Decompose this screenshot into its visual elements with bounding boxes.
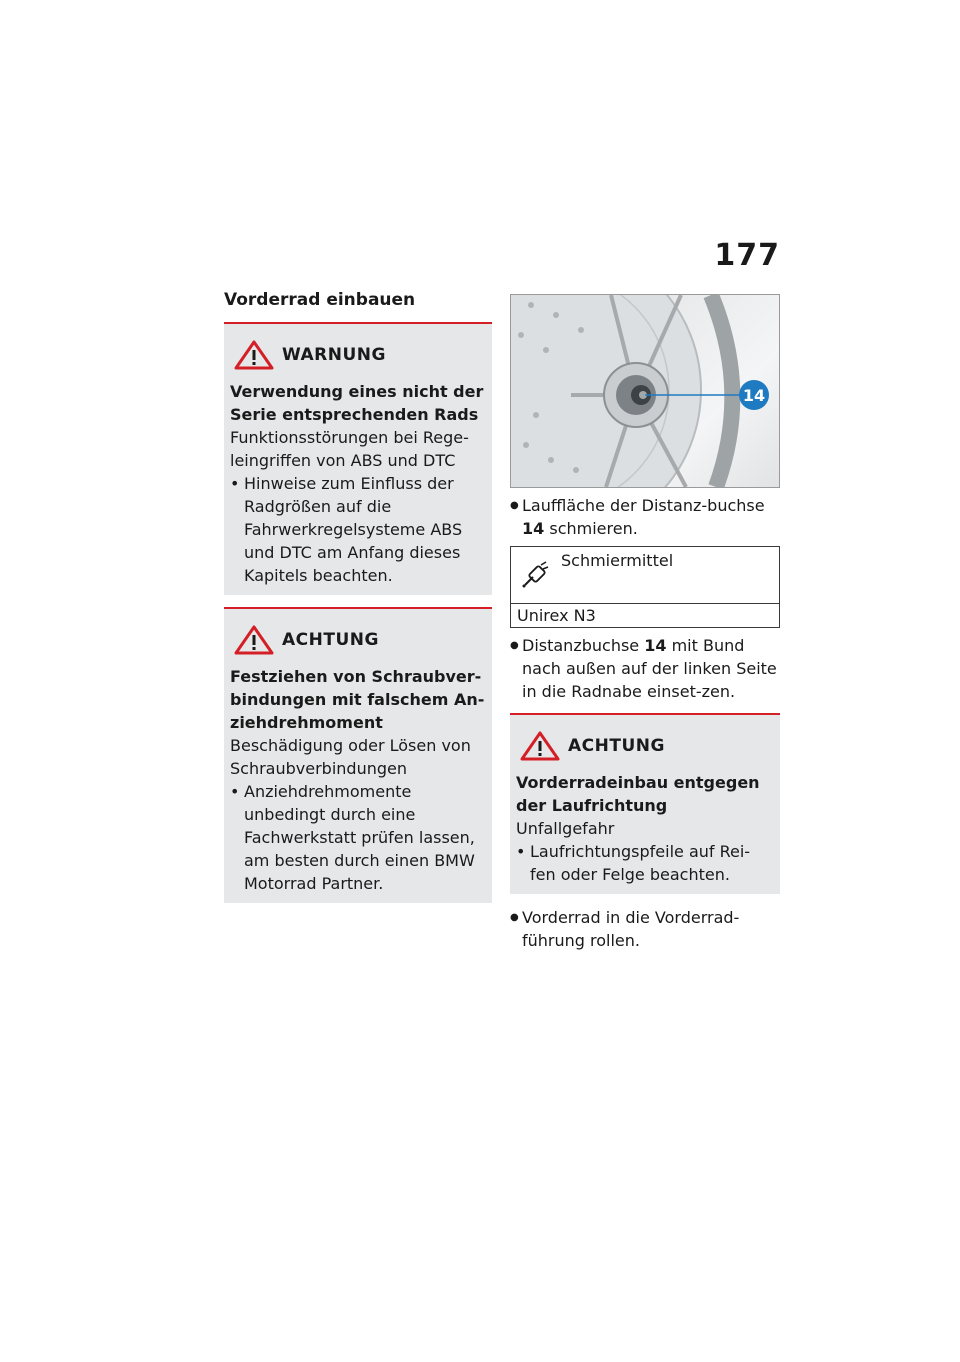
section-title: Vorderrad einbauen <box>224 290 416 310</box>
caution-box-right <box>510 713 780 894</box>
steps-list-2 <box>510 634 780 703</box>
caution-label: ACHTUNG <box>282 630 379 650</box>
caution-bullet: • Laufrichtungspfeile auf Rei-fen oder Felge beachten. <box>516 840 774 886</box>
step-text: mit Bund nach außen auf der linken Seite in die Radnabe einset-zen. <box>522 636 777 701</box>
page-number: 177 <box>714 238 780 273</box>
caution-text: Unfallgefahr <box>516 819 615 838</box>
wheel-hub-figure <box>510 294 780 488</box>
warning-label: WARNUNG <box>282 345 386 365</box>
warning-text: Funktionsstörungen bei Rege-leingriffen von ABS und DTC <box>230 428 469 470</box>
caution-title: Festziehen von Schraubver-bindungen mit falschem An-ziehdrehmoment <box>230 667 485 732</box>
warning-triangle-icon <box>234 340 274 370</box>
steps-list-1 <box>510 494 780 540</box>
wheel-hub-photo-icon <box>511 295 779 487</box>
step-text: Distanzbuchse <box>522 636 645 655</box>
caution-text: Beschädigung oder Lösen von Schraubverbindungen <box>230 736 471 778</box>
lubricant-header <box>511 547 779 604</box>
warning-header <box>230 340 486 370</box>
warning-bullet: • Hinweise zum Einfluss der Radgrößen auf die Fahrwerkregelsysteme ABS und DTC am Anfang dieses Kapitels beachten. <box>230 472 486 587</box>
warning-bullets <box>230 472 486 587</box>
step-item: ● Vorderrad in die Vorderrad-führung rollen. <box>510 906 780 952</box>
caution-header <box>516 731 774 761</box>
warning-title: Verwendung eines nicht der Serie entsprechenden Rads <box>230 382 484 424</box>
warning-box <box>224 322 492 595</box>
part-reference: 14 <box>522 519 545 538</box>
lubricant-table <box>510 546 780 628</box>
lubricant-label: Schmiermittel <box>561 551 674 570</box>
caution-box <box>224 607 492 903</box>
left-column <box>224 290 492 915</box>
caution-label: ACHTUNG <box>568 736 665 756</box>
lubricant-value: Unirex N3 <box>517 606 596 625</box>
caution-bullets <box>516 840 774 886</box>
step-item <box>510 634 780 703</box>
right-column <box>510 294 780 954</box>
step-item <box>510 494 780 540</box>
caution-triangle-icon <box>234 625 274 655</box>
part-reference: 14 <box>644 636 667 655</box>
caution-bullets <box>230 780 486 895</box>
step-text: Lauffläche der Distanz-buchse <box>522 496 765 515</box>
callout-number: 14 <box>742 386 766 405</box>
step-text: schmieren. <box>544 519 638 538</box>
caution-bullet: • Anziehdrehmomente unbedingt durch eine Fachwerkstatt prüfen lassen, am besten durch einen BMW Motorrad Partner. <box>230 780 486 895</box>
grease-gun-icon <box>519 559 551 591</box>
caution-title: Vorderradeinbau entgegen der Laufrichtung <box>516 773 760 815</box>
caution-header <box>230 625 486 655</box>
caution-triangle-icon <box>520 731 560 761</box>
steps-list-3 <box>510 906 780 952</box>
